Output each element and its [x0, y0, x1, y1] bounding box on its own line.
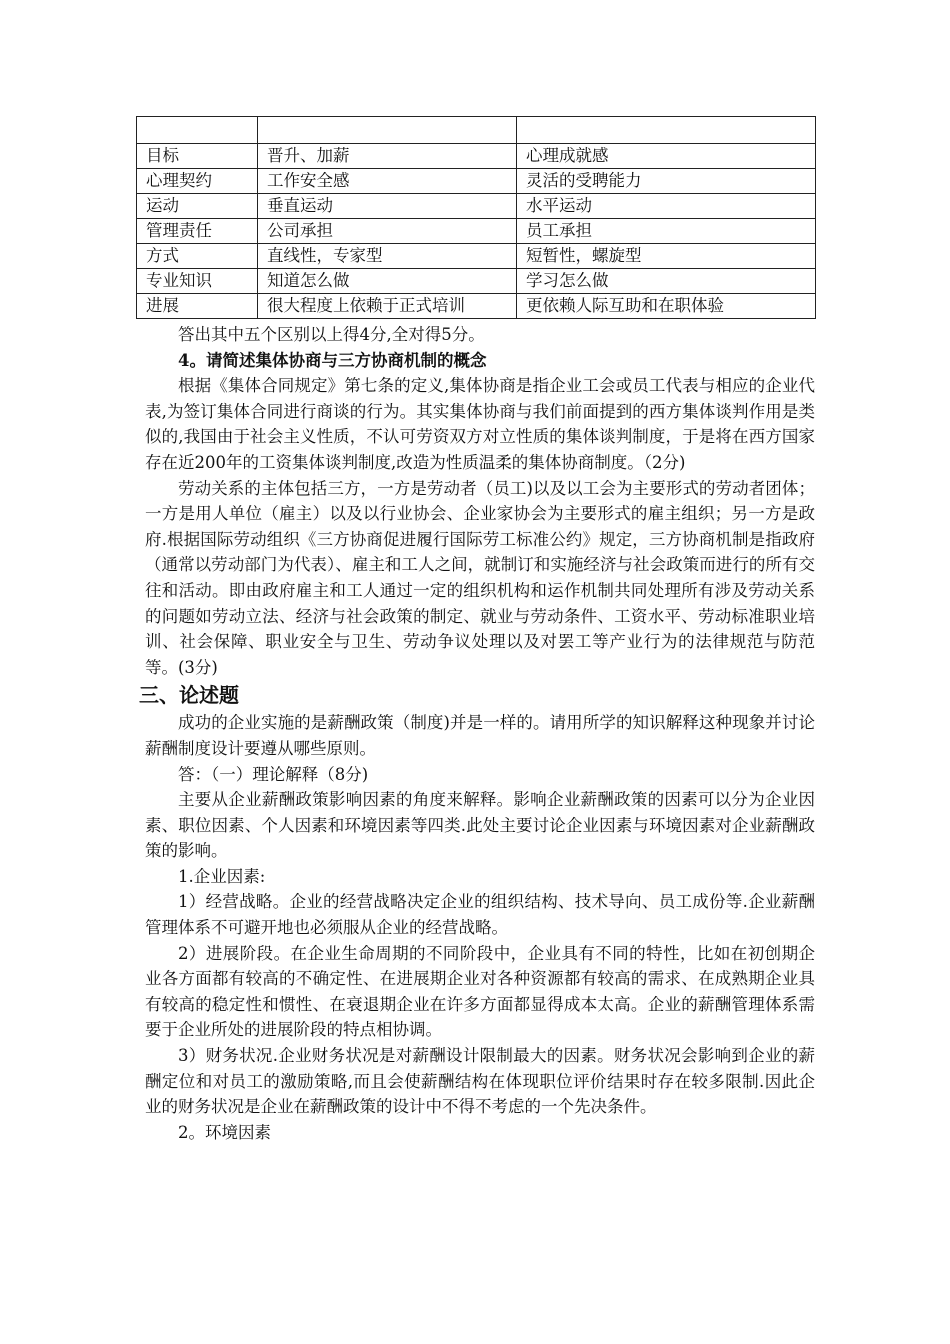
- table-row: [137, 294, 816, 319]
- table-cell: 水平运动: [517, 194, 816, 219]
- section-3-heading: 三、论述题: [139, 683, 239, 708]
- table-cell: 目标: [137, 144, 258, 169]
- essay-question: 成功的企业实施的是薪酬政策（制度)并是一样的。请用所学的知识解释这种现象并讨论薪酬制度设计要遵从哪些原则。: [145, 713, 815, 758]
- table-cell: 方式: [137, 244, 258, 269]
- factor-1-heading: 1.企业因素:: [178, 866, 266, 886]
- table-header-cell: [137, 117, 258, 144]
- table-header-cell: [258, 117, 517, 144]
- table-cell: 直线性，专家型: [258, 244, 517, 269]
- table-cell: 更依赖人际互助和在职体验: [517, 294, 816, 319]
- table-row: [137, 169, 816, 194]
- question-4-paragraph-1: 根据《集体合同规定》第七条的定义,集体协商是指企业工会或员工代表与相应的企业代表,为签订集体合同进行商谈的行为。其实集体协商与我们前面提到的西方集体谈判作用是类似的,我国由于社会主义性质，不认可劳资双方对立性质的集体谈判制度，于是将在西方国家存在近200年的工资集体谈判制度,改造为性质温柔的集体协商制度。（2分): [145, 376, 815, 472]
- answer-paragraph-1: 主要从企业薪酬政策影响因素的角度来解释。影响企业薪酬政策的因素可以分为企业因素、职位因素、个人因素和环境因素等四类.此处主要讨论企业因素与环境因素对企业薪酬政策的影响。: [145, 790, 815, 861]
- question-4-title: 4。请简述集体协商与三方协商机制的概念: [178, 350, 487, 370]
- table-cell: 管理责任: [137, 219, 258, 244]
- table-header-cell: [517, 117, 816, 144]
- table-row: [137, 144, 816, 169]
- table-header-row: [137, 117, 816, 144]
- factor-1-item-2: 2）进展阶段。在企业生命周期的不同阶段中，企业具有不同的特性，比如在初创期企业各方面都有较高的不确定性、在进展期企业对各种资源都有较高的需求、在成熟期企业具有较高的稳定性和惯性、在衰退期企业在许多方面都显得成本太高。企业的薪酬管理体系需要于企业所处的进展阶段的特点相协调。: [145, 943, 815, 1040]
- table-cell: 进展: [137, 294, 258, 319]
- table-row: [137, 219, 816, 244]
- table-cell: 晋升、加薪: [258, 144, 517, 169]
- comparison-table: [136, 116, 816, 319]
- table-cell: 专业知识: [137, 269, 258, 294]
- factor-1-item-1: 1）经营战略。企业的经营战略决定企业的组织结构、技术导向、员工成份等.企业薪酬管理体系不可避开地也必须服从企业的经营战略。: [145, 892, 815, 938]
- answer-heading: 答：（一）理论解释（8分): [178, 764, 369, 784]
- table-cell: 灵活的受聘能力: [517, 169, 816, 194]
- factor-2-heading: 2。环境因素: [178, 1122, 271, 1142]
- document-body: [139, 322, 815, 1145]
- question-4-paragraph-2: 劳动关系的主体包括三方，一方是劳动者（员工)以及以工会为主要形式的劳动者团体；一方是用人单位（雇主）以及以行业协会、企业家协会为主要形式的雇主组织；另一方是政府.根据国际劳动组织《三方协商促进履行国际劳工标准公约》规定，三方协商机制是指政府（通常以劳动部门为代表）、雇主和工人之间，就制订和实施经济与社会政策而进行的所有交往和活动。即由政府雇主和工人通过一定的组织机构和运作机制共同处理所有涉及劳动关系的问题如劳动立法、经济与社会政策的制定、就业与劳动条件、工资水平、劳动标准职业培训、社会保障、职业安全与卫生、劳动争议处理以及对罢工等产业行为的法律规范与防范等。(3分): [145, 478, 815, 677]
- table-cell: 很大程度上依赖于正式培训: [258, 294, 517, 319]
- table-cell: 垂直运动: [258, 194, 517, 219]
- table-cell: 短暂性，螺旋型: [517, 244, 816, 269]
- table-cell: 学习怎么做: [517, 269, 816, 294]
- factor-1-item-3: 3）财务状况.企业财务状况是对薪酬设计限制最大的因素。财务状况会影响到企业的薪酬定位和对员工的激励策略,而且会使薪酬结构在体现职位评价结果时存在较多限制.因此企业的财务状况是企业在薪酬政策的设计中不得不考虑的一个先决条件。: [145, 1046, 815, 1117]
- table-cell: 心理成就感: [517, 144, 816, 169]
- table-cell: 运动: [137, 194, 258, 219]
- scoring-note: 答出其中五个区别以上得4分,全对得5分。: [178, 325, 485, 344]
- table-cell: 知道怎么做: [258, 269, 517, 294]
- table-row: [137, 194, 816, 219]
- table-cell: 员工承担: [517, 219, 816, 244]
- table-cell: 公司承担: [258, 219, 517, 244]
- table-cell: 工作安全感: [258, 169, 517, 194]
- table-row: [137, 269, 816, 294]
- table-cell: 心理契约: [137, 169, 258, 194]
- table-row: [137, 244, 816, 269]
